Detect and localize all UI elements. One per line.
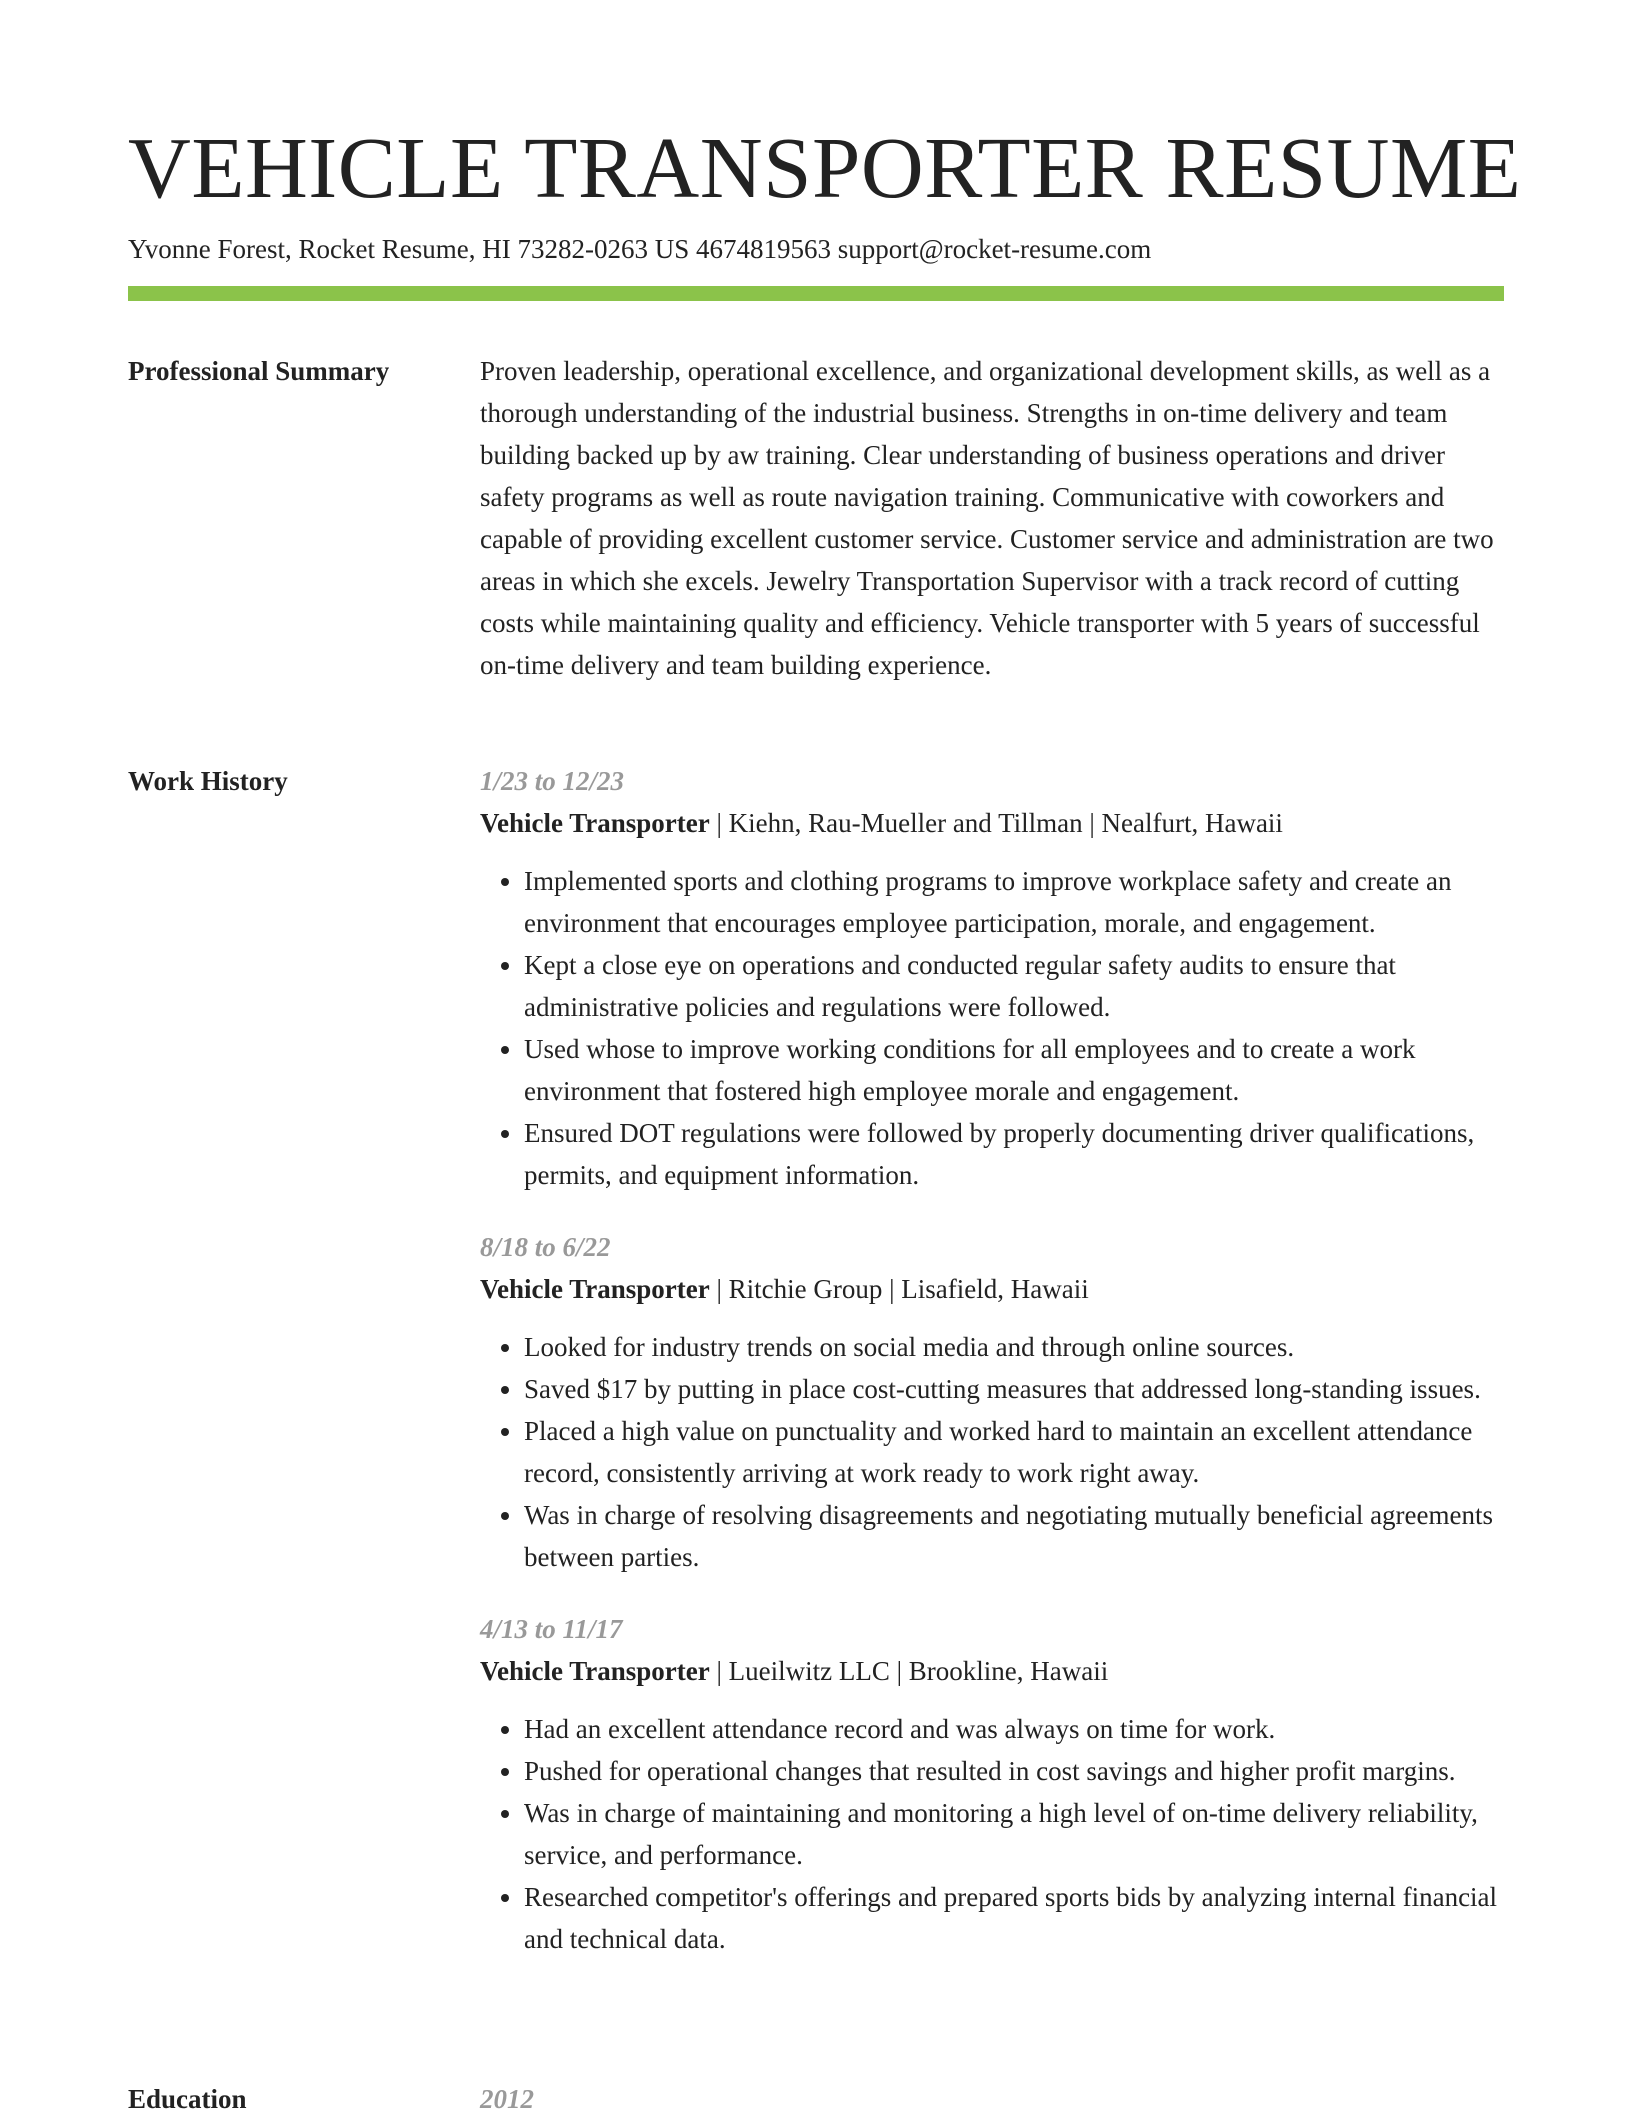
job-details: | Ritchie Group | Lisafield, Hawaii (709, 1274, 1089, 1304)
job-bullet: • Saved $17 by putting in place cost-cutting measures that addressed long-standing issues. (524, 1368, 1504, 1410)
section-label-summary: Professional Summary (128, 356, 390, 386)
job-bullet: • Used whose to improve working conditions for all employees and to create a work environment that fostered high employee morale and engagement. (524, 1028, 1504, 1112)
job-bullet: • Pushed for operational changes that resulted in cost savings and higher profit margins. (524, 1750, 1504, 1792)
job-bullet: • Implemented sports and clothing programs to improve workplace safety and create an environment that encourages employee participation, morale, and engagement. (524, 860, 1504, 944)
job-bullet: • Ensured DOT regulations were followed by properly documenting driver qualifications, permits, and equipment information. (524, 1112, 1504, 1196)
job-bullet: • Researched competitor's offerings and prepared sports bids by analyzing internal financial and technical data. (524, 1876, 1504, 1960)
job-heading (480, 802, 1504, 844)
job-bullets (480, 860, 1504, 1196)
job-bullet: • Was in charge of resolving disagreements and negotiating mutually beneficial agreements between parties. (524, 1494, 1504, 1578)
section-label-education: Education (128, 2084, 247, 2114)
job-entry (480, 1226, 1504, 1578)
job-details: | Lueilwitz LLC | Brookline, Hawaii (709, 1656, 1109, 1686)
job-bullet: • Placed a high value on punctuality and worked hard to maintain an excellent attendance record, consistently arriving at work ready to work right away. (524, 1410, 1504, 1494)
section-label-work-history: Work History (128, 766, 288, 796)
job-bullet: • Had an excellent attendance record and was always on time for work. (524, 1708, 1504, 1750)
job-dates: 8/18 to 6/22 (480, 1232, 611, 1262)
job-bullets (480, 1326, 1504, 1578)
job-heading (480, 1650, 1504, 1692)
contact-line: Yvonne Forest, Rocket Resume, HI 73282-0263 US 4674819563 support@rocket-resume.com (128, 234, 1152, 264)
resume-title: VEHICLE TRANSPORTER RESUME (128, 119, 1522, 216)
job-bullets (480, 1708, 1504, 1960)
job-dates: 4/13 to 11/17 (480, 1614, 623, 1644)
job-title: Vehicle Transporter (480, 1274, 710, 1304)
job-dates: 1/23 to 12/23 (480, 766, 625, 796)
summary-text: Proven leadership, operational excellence, and organizational development skills, as well as a thorough understanding of the industrial business. Strengths in on-time delivery and team building backed up by aw training. Clear understanding of business operations and driver safety programs as well as route navigation training. Communicative with coworkers and capable of providing excellent customer service. Customer service and administration are two areas in which she excels. Jewelry Transportation Supervisor with a track record of cutting costs while maintaining quality and efficiency. Vehicle transporter with 5 years of successful on-time delivery and team building experience. (480, 356, 1494, 680)
job-details: | Kiehn, Rau-Mueller and Tillman | Nealfurt, Hawaii (709, 808, 1283, 838)
summary-body (480, 350, 1504, 686)
job-bullet: • Was in charge of maintaining and monitoring a high level of on-time delivery reliability, service, and performance. (524, 1792, 1504, 1876)
job-bullet: • Kept a close eye on operations and conducted regular safety audits to ensure that administrative policies and regulations were followed. (524, 944, 1504, 1028)
work-history-body (480, 760, 1504, 1990)
education-dates: 2012 (480, 2084, 534, 2114)
job-entry (480, 760, 1504, 1196)
header-divider (128, 286, 1504, 301)
job-bullet: • Looked for industry trends on social media and through online sources. (524, 1326, 1504, 1368)
job-heading (480, 1268, 1504, 1310)
job-title: Vehicle Transporter (480, 1656, 710, 1686)
job-entry (480, 1608, 1504, 1960)
education-body (480, 2078, 1504, 2120)
job-title: Vehicle Transporter (480, 808, 710, 838)
